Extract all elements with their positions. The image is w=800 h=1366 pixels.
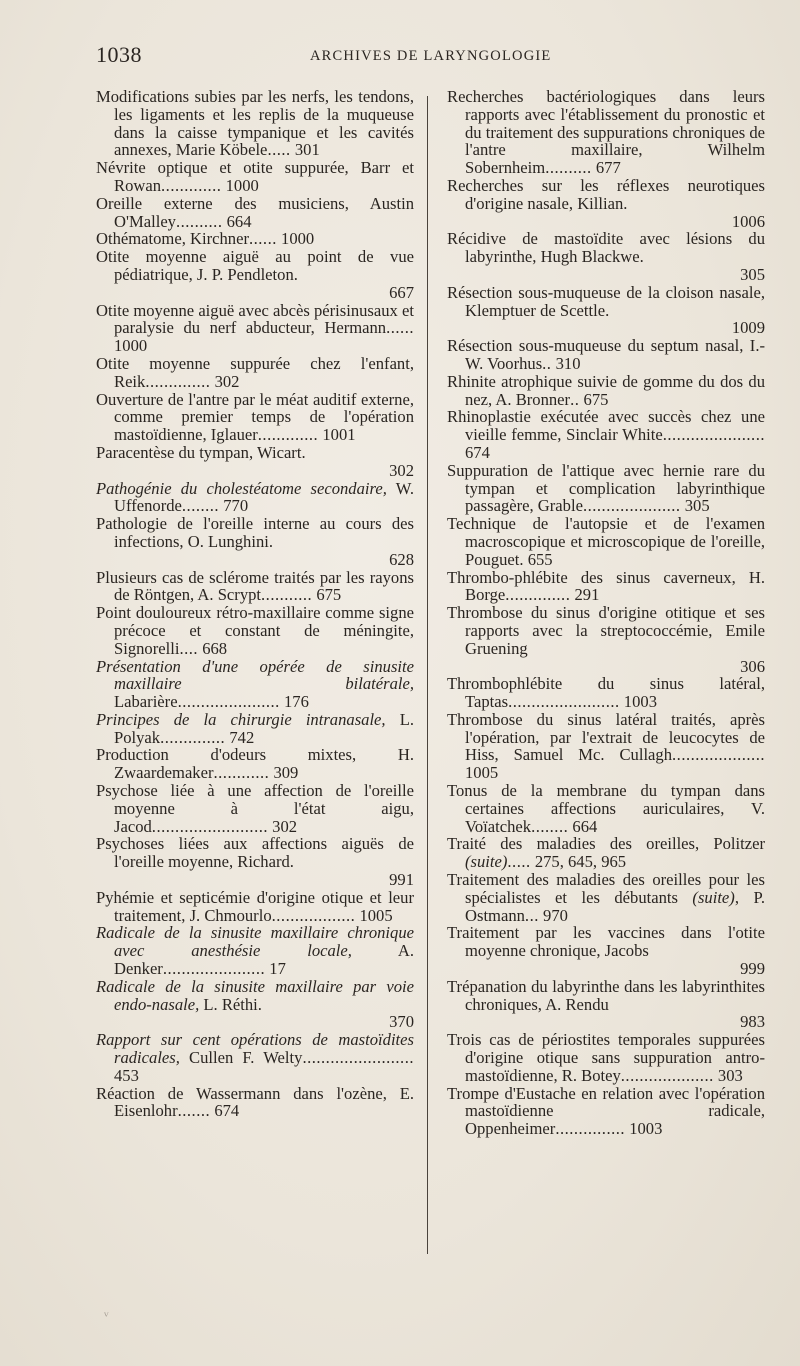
page-reference: 306 [740, 656, 765, 676]
dot-leaders: .................... [620, 1065, 714, 1085]
page-reference: 291 [574, 585, 600, 605]
dot-leaders: ...................... [662, 425, 765, 445]
entry-title: Paracentèse du tympan, Wicart. [96, 442, 306, 462]
page-reference: 302 [214, 371, 240, 391]
dot-leaders: ............. [161, 175, 222, 195]
entry-title: Suppuration de l'attique avec hernie rare du tympan et complication labyrinthique passagère, Grable [447, 460, 765, 516]
page-reference: 675 [583, 389, 609, 409]
index-entry [447, 569, 765, 605]
page-reference: 664 [572, 816, 598, 836]
entry-title: Principes de la chirurgie intranasale, [96, 709, 386, 729]
entry-title: Résection sous-muqueuse du septum nasal, I.-W. Voorhus [447, 336, 765, 373]
index-entry [96, 978, 414, 1031]
page-reference: 302 [389, 460, 414, 480]
page-reference: 301 [294, 140, 320, 160]
dot-leaders: ............. [257, 425, 319, 445]
running-title: ARCHIVES DE LARYNGOLOGIE [310, 48, 552, 64]
dot-leaders: ........................ [302, 1048, 414, 1068]
dot-leaders: .............. [160, 727, 226, 747]
index-entry [447, 782, 765, 835]
index-entry [96, 835, 414, 888]
dot-leaders: ........ [531, 816, 569, 836]
index-column-left [96, 88, 414, 1120]
index-entry [96, 1031, 414, 1084]
page-reference: 1009 [731, 318, 765, 338]
entry-title: Modifications subies par les nerfs, les tendons, les ligaments et les replis de la muqueuse dans la caisse tympanique et les cavités annexes, Marie Köbele [96, 87, 414, 160]
entry-title: Pyhémie et septicémie d'origine otique et leur traitement, J. Chmourlo [96, 887, 414, 925]
index-entry [447, 1085, 765, 1138]
page-reference: 1006 [731, 211, 765, 231]
page-reference: 674 [214, 1101, 240, 1121]
page-footmark: ⱽ [104, 1312, 109, 1323]
index-entry [96, 711, 414, 747]
entry-title: Thrombophlébite du sinus latéral, Taptas [447, 674, 765, 712]
entry-title: Radicale de la sinusite maxillaire chronique avec anesthésie locale, [96, 923, 414, 961]
entry-title: Tonus de la membrane du tympan dans certaines affections auriculaires, V. Voïatchek [447, 781, 765, 836]
entry-title: Trompe d'Eustache en relation avec l'opération mastoïdienne radicale, Oppenheimer [447, 1083, 765, 1139]
index-entry [447, 284, 765, 337]
index-entry [96, 444, 414, 480]
index-entry [447, 978, 765, 1031]
entry-author: W. Uffenorde [114, 478, 414, 516]
dot-leaders: .. [542, 353, 552, 373]
page-reference: 305 [684, 496, 710, 516]
dot-leaders: ........ [181, 496, 220, 516]
page-reference: 667 [389, 282, 414, 302]
page-reference: 310 [555, 353, 581, 373]
index-entry [96, 515, 414, 568]
page-reference: 1000 [114, 336, 148, 356]
page-reference: 370 [389, 1012, 414, 1032]
entry-author: Labarière [114, 692, 178, 712]
entry-author: Cullen F. Welty [179, 1048, 303, 1068]
index-entry [447, 515, 765, 568]
dot-leaders: ...................... [177, 692, 280, 712]
page-reference: 628 [389, 549, 414, 569]
entry-title: Thrombose du sinus d'origine otitique et ses rapports avec la streptococcémie, Emile Gruening [447, 603, 765, 658]
index-entry [96, 159, 414, 195]
entry-title: Pathologie de l'oreille interne au cours des infections, O. Lunghini. [96, 514, 414, 551]
entry-title: Point douloureux rétro-maxillaire comme signe précoce et constant de méningite, Signorelli [96, 603, 414, 658]
entry-title: Oreille externe des musiciens, Austin O'Malley [96, 193, 414, 231]
index-entry [96, 391, 414, 444]
dot-leaders: .................. [271, 905, 356, 925]
page-reference: 983 [740, 1012, 765, 1032]
dot-leaders: ........... [261, 585, 313, 605]
page-reference: 1003 [629, 1119, 663, 1139]
entry-author: , P. Ostmann [465, 887, 765, 925]
index-entry [96, 88, 414, 159]
index-entry [447, 871, 765, 924]
entry-title: Technique de l'autopsie et de l'examen macroscopique et microscopique de l'oreille, Pouguet. [447, 514, 765, 569]
dot-leaders: ...... [248, 229, 277, 249]
page-reference: 1003 [623, 692, 657, 712]
page-reference: 664 [226, 211, 252, 231]
index-entry [96, 658, 414, 711]
entry-title: Trépanation du labyrinthe dans les labyrinthites chroniques, A. Rendu [447, 976, 765, 1014]
page-header [96, 42, 770, 72]
page-reference: 453 [114, 1065, 139, 1085]
index-entry [96, 230, 414, 248]
dot-leaders: ............ [213, 763, 270, 783]
dot-leaders: ............... [555, 1119, 626, 1139]
entry-title: Othématome, Kirchner [96, 229, 249, 249]
dot-leaders: .......... [545, 158, 592, 178]
page-reference: 677 [595, 158, 621, 178]
entry-title: Otite moyenne aiguë au point de vue pédiatrique, J. P. Pendleton. [96, 247, 414, 284]
page-reference: 305 [740, 264, 765, 284]
page-reference: 176 [283, 692, 309, 712]
entry-title: Traité des maladies des oreilles, Politzer [447, 834, 765, 854]
index-entry [96, 604, 414, 657]
dot-leaders: ....... [177, 1101, 211, 1121]
index-entry [447, 675, 765, 711]
index-entry [96, 1085, 414, 1121]
page-reference: 302 [272, 816, 298, 836]
index-entry [447, 604, 765, 675]
index-entry [447, 835, 765, 871]
entry-title: Traitement par les vaccines dans l'otite moyenne chronique, Jacobs [447, 923, 765, 961]
dot-leaders: .............. [145, 371, 211, 391]
dot-leaders: ......................... [151, 816, 269, 836]
page-reference: 303 [717, 1065, 743, 1085]
index-entry [96, 480, 414, 516]
index-entry [96, 302, 414, 355]
entry-title: Recherches bactériologiques dans leurs rapports avec l'établissement du pronostic et du traitement des suppurations chroniques de l'antre maxillaire, Wilhelm Sobernheim [447, 87, 766, 178]
dot-leaders: ...................... [162, 959, 266, 979]
entry-note: (suite) [677, 887, 735, 907]
page-reference: 1000 [225, 175, 259, 195]
entry-title: Rapport sur cent opérations de mastoïdites radicales, [96, 1030, 414, 1068]
index-entry [447, 88, 765, 177]
page-reference: 668 [202, 638, 228, 658]
page-number: 1038 [96, 42, 142, 67]
dot-leaders: ... [524, 905, 539, 925]
entry-title: Otite moyenne suppurée chez l'enfant, Reik [96, 353, 414, 391]
index-column-right [447, 88, 765, 1138]
page-reference: 770 [223, 496, 249, 516]
dot-leaders: ...... [386, 318, 414, 338]
entry-title: Psychoses liées aux affections aiguës de l'oreille moyenne, Richard. [96, 834, 414, 872]
index-entry [447, 373, 765, 409]
entry-author: A. Denker [114, 941, 414, 979]
page-reference: 17 [269, 959, 286, 979]
index-entry [447, 711, 765, 782]
entry-title: Production d'odeurs mixtes, H. Zwaardemaker [96, 745, 414, 783]
dot-leaders: .................... [672, 745, 765, 765]
index-entry [96, 924, 414, 977]
index-entry [96, 569, 414, 605]
index-entry [447, 337, 765, 373]
page-reference: 309 [273, 763, 299, 783]
entry-title: Pathogénie du cholestéatome secondaire, [96, 478, 387, 498]
page-reference: 674 [465, 442, 490, 462]
entry-title: Trois cas de périostites temporales suppurées d'origine otique sans suppuration antro-mastoïdienne, R. Botey [447, 1030, 765, 1085]
page-reference: 675 [316, 585, 342, 605]
entry-title: Psychose liée à une affection de l'oreille moyenne à l'état aigu, Jacod [96, 781, 414, 836]
entry-title: Névrite optique et otite suppurée, Barr et Rowan [96, 158, 414, 195]
index-entry [96, 195, 414, 231]
dot-leaders: ..... [267, 140, 291, 160]
entry-title: Résection sous-muqueuse de la cloison nasale, Klemptuer de Scettle. [447, 282, 765, 320]
index-entry [96, 355, 414, 391]
page-reference: 742 [229, 727, 255, 747]
entry-title: Récidive de mastoïdite avec lésions du labyrinthe, Hugh Blackwe. [447, 229, 765, 267]
index-entry [96, 782, 414, 835]
dot-leaders: .. [570, 389, 580, 409]
page-reference: 655 [527, 549, 553, 569]
entry-title: Présentation d'une opérée de sinusite maxillaire bilatérale, [96, 656, 414, 694]
entry-title: Traitement des maladies des oreilles pour les spécialistes et les débutants [447, 870, 765, 907]
entry-title: Recherches sur les réflexes neurotiques d'origine nasale, Killian. [447, 175, 765, 213]
index-entry [96, 889, 414, 925]
entry-author: L. Réthi. [199, 994, 262, 1014]
page-reference: 1005 [359, 905, 393, 925]
index-entry [96, 746, 414, 782]
page-reference: 1005 [465, 763, 499, 783]
page-reference: 991 [389, 870, 414, 890]
index-entry [447, 230, 765, 283]
dot-leaders: .... [179, 638, 199, 658]
entry-title: Radicale de la sinusite maxillaire par voie endo-nasale, [96, 976, 414, 1014]
entry-title: Rhinoplastie exécutée avec succès chez une vieille femme, Sinclair White [447, 407, 765, 445]
index-entry [96, 248, 414, 301]
index-entry [447, 462, 765, 515]
page-reference: 1000 [281, 229, 315, 249]
entry-title: Réaction de Wassermann dans l'ozène, E. Eisenlohr [96, 1083, 414, 1121]
page-reference: 970 [543, 905, 568, 925]
dot-leaders: .............. [505, 585, 571, 605]
entry-title: Thrombo-phlébite des sinus caverneux, H. Borge [447, 567, 765, 605]
entry-note: (suite) [465, 852, 508, 872]
column-divider [427, 96, 428, 1254]
entry-author: L. Polyak [114, 709, 414, 747]
dot-leaders: .......... [175, 211, 223, 231]
index-entry [447, 408, 765, 461]
entry-title: Ouverture de l'antre par le méat auditif externe, comme premier temps de l'opération mastoïdienne, Iglauer [96, 389, 414, 445]
dot-leaders: ..................... [582, 496, 681, 516]
entry-title: Plusieurs cas de sclérome traités par les rayons de Röntgen, A. Scrypt [96, 567, 414, 605]
entry-title: Otite moyenne aiguë avec abcès périsinusaux et paralysie du nerf abducteur, Hermann [96, 300, 414, 338]
entry-title: Rhinite atrophique suivie de gomme du dos du nez, A. Bronner [447, 371, 765, 409]
index-entry [447, 924, 765, 977]
index-entry [447, 177, 765, 230]
dot-leaders: ........................ [508, 692, 620, 712]
entry-title: Thrombose du sinus latéral traités, après l'opération, par l'extrait de leucocytes de Hiss, Samuel Mc. Cullagh [447, 709, 765, 765]
index-entry [447, 1031, 765, 1084]
page-reference: 275, 645, 965 [534, 852, 627, 872]
dot-leaders: ..... [507, 852, 531, 872]
page-reference: 999 [740, 959, 765, 979]
page-reference: 1001 [322, 425, 356, 445]
